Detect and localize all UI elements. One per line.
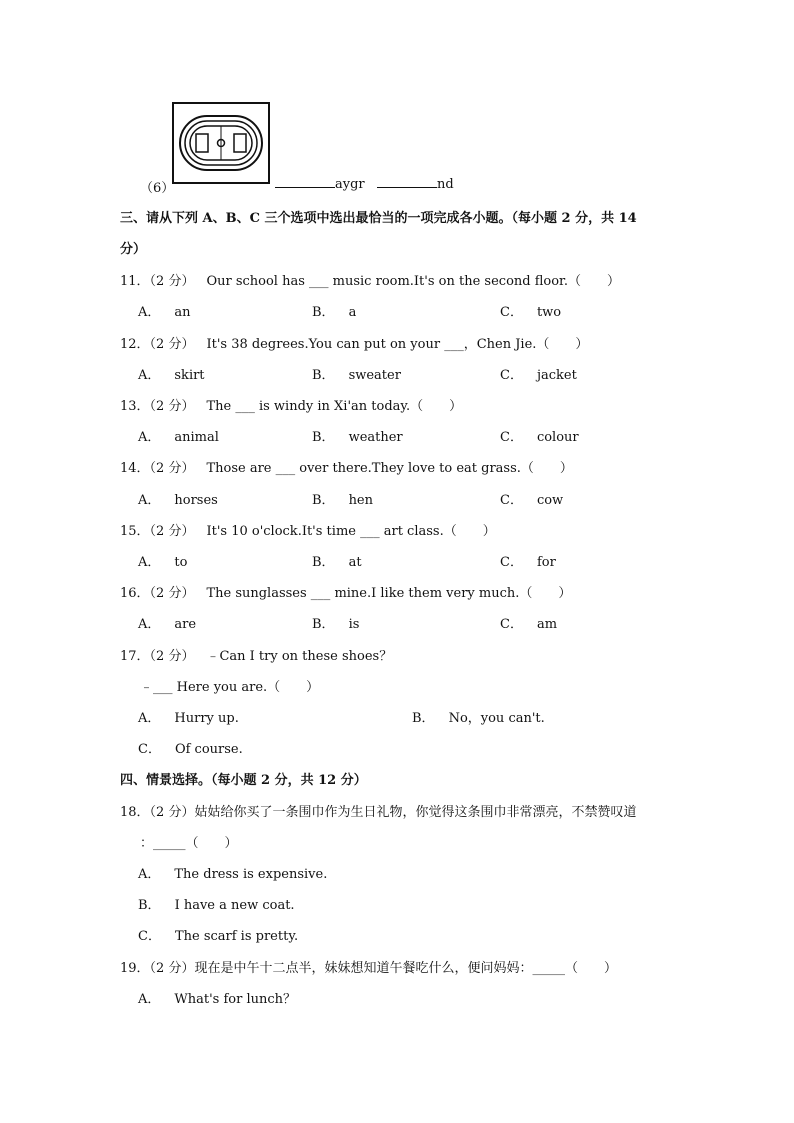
q13-option-a[interactable]: A． animal xyxy=(138,430,219,445)
question-13 xyxy=(120,395,462,414)
item6-label: （6） xyxy=(140,181,175,196)
playground-image xyxy=(172,102,270,184)
q14-option-c[interactable]: C． cow xyxy=(500,493,564,508)
question-19 xyxy=(120,957,617,976)
q16-option-c[interactable]: C． am xyxy=(500,617,558,632)
q12-option-c[interactable]: C． jacket xyxy=(500,368,577,383)
q11-option-b[interactable]: B． a xyxy=(312,305,357,320)
item6-word2 xyxy=(377,177,454,192)
question-stem: ﹣Can I try on these shoes？ xyxy=(206,649,393,664)
q14-option-b[interactable]: B． hen xyxy=(312,493,374,508)
question-14 xyxy=(120,457,573,476)
word1-suffix: aygr xyxy=(335,177,365,192)
section4-title: 四、情景选择。（每小题 2 分，共 12 分） xyxy=(120,773,367,788)
playground-track-icon xyxy=(172,102,270,184)
question-17-line2: ﹣___ Here you are.（ ） xyxy=(140,680,320,695)
question-17 xyxy=(120,645,392,664)
q17-option-c[interactable]: C． Of course. xyxy=(138,742,243,757)
question-number: 12．（2 分） xyxy=(120,337,195,352)
question-stem: 姑姑给你买了一条围巾作为生日礼物，你觉得这条围巾非常漂亮，不禁赞叹道 xyxy=(194,805,637,820)
q16-option-a[interactable]: A． are xyxy=(138,617,197,632)
q18-option-c[interactable]: C． The scarf is pretty. xyxy=(138,929,299,944)
section3-title-line1: 三、请从下列 A、B、C 三个选项中选出最恰当的一项完成各小题。（每小题 2 分，共 14 xyxy=(120,211,637,226)
word2-suffix: nd xyxy=(437,177,454,192)
q19-option-a[interactable]: A． What's for lunch？ xyxy=(138,992,297,1007)
q11-option-c[interactable]: C． two xyxy=(500,305,562,320)
question-18-line2: ：_____（ ） xyxy=(140,836,238,851)
word2-blank[interactable] xyxy=(377,187,437,188)
q12-option-a[interactable]: A． skirt xyxy=(138,368,205,383)
question-number: 16．（2 分） xyxy=(120,586,195,601)
q11-option-a[interactable]: A． an xyxy=(138,305,191,320)
question-15 xyxy=(120,520,496,539)
question-number: 19．（2 分） xyxy=(120,961,195,976)
section3-title-line2: 分） xyxy=(120,242,147,257)
question-number: 11．（2 分） xyxy=(120,274,195,289)
question-stem: Those are ___ over there.They love to eat grass.（ ） xyxy=(206,461,573,476)
question-stem: It's 38 degrees.You can put on your ___，Chen Jie.（ ） xyxy=(206,337,589,352)
question-11 xyxy=(120,270,620,289)
question-number: 18．（2 分） xyxy=(120,805,195,820)
question-18 xyxy=(120,801,636,820)
question-12 xyxy=(120,333,588,352)
q14-option-a[interactable]: A． horses xyxy=(138,493,218,508)
question-stem: It's 10 o'clock.It's time ___ art class.（ ） xyxy=(206,524,496,539)
q16-option-b[interactable]: B． is xyxy=(312,617,360,632)
question-number: 14．（2 分） xyxy=(120,461,195,476)
question-stem: Our school has ___ music room.It's on the second floor.（ ） xyxy=(206,274,620,289)
q18-option-a[interactable]: A． The dress is expensive. xyxy=(138,867,328,882)
question-stem: The sunglasses ___ mine.I like them very much.（ ） xyxy=(206,586,572,601)
q15-option-b[interactable]: B． at xyxy=(312,555,362,570)
q12-option-b[interactable]: B． sweater xyxy=(312,368,401,383)
q15-option-a[interactable]: A． to xyxy=(138,555,188,570)
word1-blank[interactable] xyxy=(275,187,335,188)
q18-option-b[interactable]: B． I have a new coat. xyxy=(138,898,295,913)
question-stem: The ___ is windy in Xi'an today.（ ） xyxy=(206,399,463,414)
question-number: 17．（2 分） xyxy=(120,649,195,664)
q15-option-c[interactable]: C． for xyxy=(500,555,556,570)
q13-option-c[interactable]: C． colour xyxy=(500,430,579,445)
q17-option-a[interactable]: A． Hurry up. xyxy=(138,711,239,726)
question-number: 13．（2 分） xyxy=(120,399,195,414)
question-16 xyxy=(120,582,571,601)
q17-option-b[interactable]: B． No，you can't. xyxy=(412,711,545,726)
question-stem: 现在是中午十二点半，妹妹想知道午餐吃什么，便问妈妈：_____（ ） xyxy=(194,961,617,976)
q13-option-b[interactable]: B． weather xyxy=(312,430,403,445)
question-number: 15．（2 分） xyxy=(120,524,195,539)
item6-word1 xyxy=(275,177,365,192)
